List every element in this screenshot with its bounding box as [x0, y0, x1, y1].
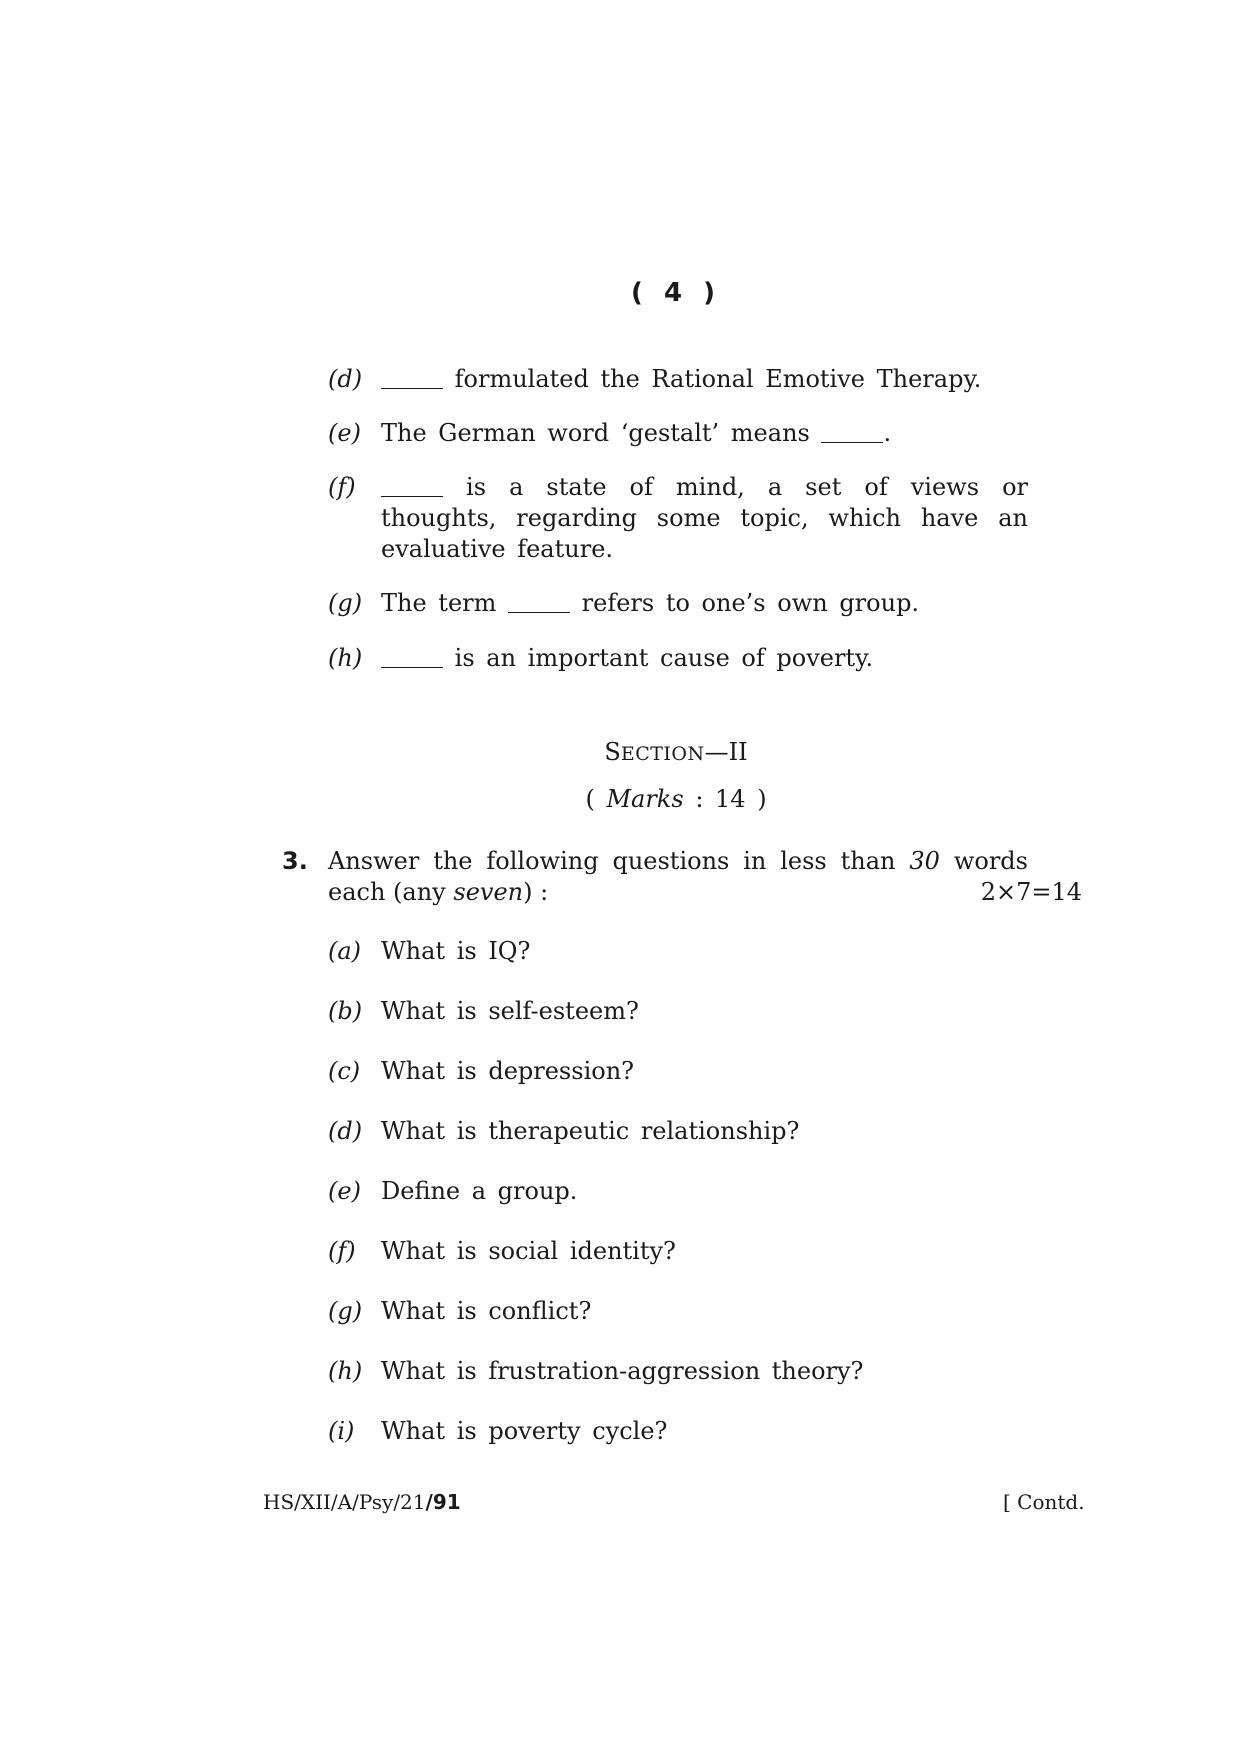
item-text: The German word ‘gestalt’ means . [381, 419, 892, 447]
item-text: What is conflict? [381, 1297, 592, 1325]
item-text: Define a group. [381, 1177, 578, 1205]
item-text: What is self-esteem? [381, 997, 639, 1025]
item-label: (b) [328, 997, 363, 1025]
item-label: (a) [328, 937, 362, 965]
section-title: SECTION—II [604, 738, 748, 766]
item-text: What is poverty cycle? [381, 1417, 668, 1445]
q3-item-b [328, 996, 1028, 1027]
q3-item-c [328, 1056, 1028, 1087]
q3-item-f [328, 1236, 1028, 1267]
item-label: (i) [328, 1417, 355, 1445]
question-number: 3. [282, 847, 308, 875]
item-text: What is social identity? [381, 1237, 676, 1265]
item-label: (c) [328, 1057, 361, 1085]
continued-marker: [ Contd. [1003, 1490, 1085, 1514]
item-text: What is frustration-aggression theory? [381, 1357, 864, 1385]
question-3 [282, 846, 1082, 908]
item-text: What is therapeutic relationship? [381, 1117, 800, 1145]
item-label: (h) [328, 1357, 363, 1385]
section-marks: ( Marks : 14 ) [585, 785, 767, 813]
q2-item-e [328, 418, 1028, 449]
q3-item-a [328, 936, 1028, 967]
answer-blank [381, 368, 443, 389]
item-label: (f) [328, 473, 356, 501]
item-text: The term refers to one’s own group. [381, 589, 920, 617]
item-text: What is IQ? [381, 937, 531, 965]
paper-code: HS/XII/A/Psy/21/91 [263, 1490, 461, 1514]
item-label: (e) [328, 419, 361, 447]
answer-blank [381, 476, 443, 497]
q3-item-g [328, 1296, 1028, 1327]
item-text: is a state of mind, a set of views or thoughts, regarding some topic, which have an evaluative feature. [381, 473, 1028, 563]
item-text: What is depression? [381, 1057, 635, 1085]
item-label: (d) [328, 365, 363, 393]
q3-item-h [328, 1356, 1028, 1387]
item-label: (e) [328, 1177, 361, 1205]
item-label: (d) [328, 1117, 363, 1145]
question-instruction-cont: each (any seven) : 2×7=14 [328, 878, 1082, 906]
page-number: ( 4 ) [631, 278, 721, 308]
item-label: (f) [328, 1237, 356, 1265]
q2-item-d [328, 364, 1028, 395]
answer-blank [381, 647, 443, 668]
item-text: is an important cause of poverty. [381, 643, 1028, 674]
q3-item-i [328, 1416, 1028, 1447]
item-label: (h) [328, 644, 363, 672]
item-label: (g) [328, 589, 363, 617]
item-text: formulated the Rational Emotive Therapy. [381, 364, 1028, 395]
q2-item-h [328, 643, 1028, 674]
question-marks: 2×7=14 [980, 878, 1082, 906]
q3-item-d [328, 1116, 1028, 1147]
answer-blank [508, 592, 570, 613]
answer-blank [821, 422, 883, 443]
question-instruction: Answer the following questions in less than 30 words [328, 847, 1028, 875]
q3-item-e [328, 1176, 1028, 1207]
q2-item-g [328, 588, 1028, 619]
item-label: (g) [328, 1297, 363, 1325]
q2-item-f [328, 472, 1028, 565]
